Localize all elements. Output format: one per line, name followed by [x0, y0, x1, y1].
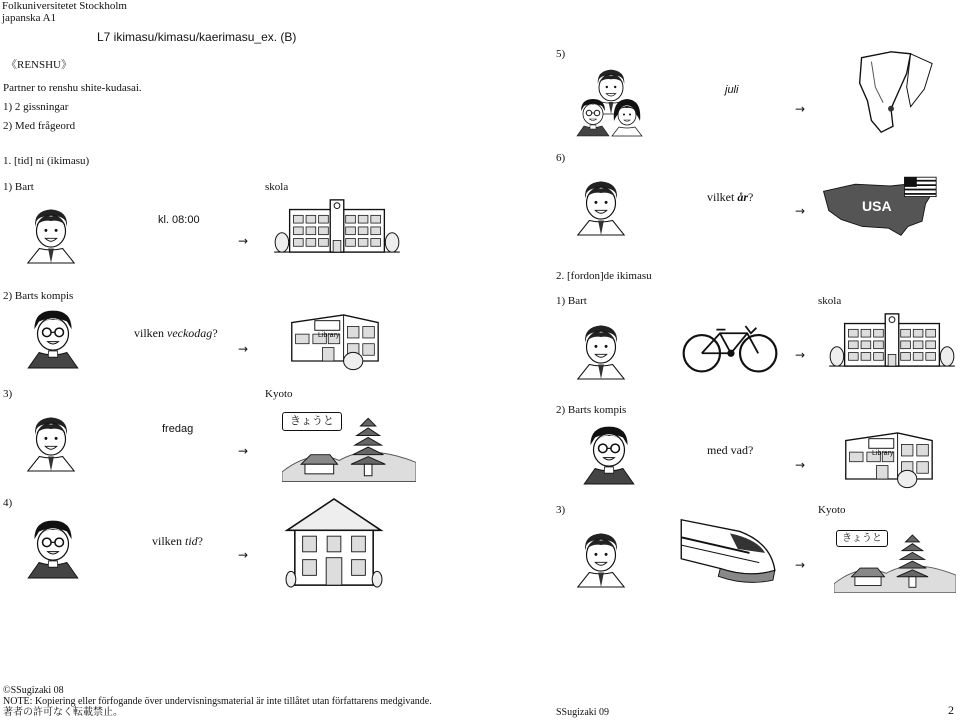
mode-1: 1) 2 gissningar	[3, 101, 69, 113]
arrow-icon: →	[238, 234, 249, 248]
arrow-icon: →	[795, 558, 806, 572]
bicycle-icon	[680, 318, 780, 374]
p2-q3-number: 3)	[556, 504, 566, 516]
page-credit: SSugizaki 09	[556, 707, 610, 718]
p2-q2-question: med vad?	[707, 443, 754, 457]
school-name: Folkuniversitetet Stockholm	[2, 0, 127, 12]
kyoto-sign: きょうと	[282, 412, 342, 431]
kompis-figure	[22, 512, 84, 582]
shinkansen-icon	[680, 510, 780, 588]
usa-label: USA	[862, 198, 892, 214]
instruction-text: Partner to renshu shite-kudasai.	[3, 82, 142, 94]
p1-q3-destination: Kyoto	[265, 388, 293, 400]
p1-q6-question	[707, 191, 753, 204]
question-mark: ?	[748, 190, 754, 204]
p1-q5-month: juli	[725, 84, 739, 96]
kompis-figure	[22, 302, 84, 372]
p2-q3-destination: Kyoto	[818, 504, 846, 516]
arrow-icon: →	[238, 342, 249, 356]
arrow-icon: →	[795, 204, 806, 218]
p2-q1-destination: skola	[818, 295, 842, 307]
library-sign: Library	[318, 332, 340, 339]
question-word: vilken	[152, 534, 185, 548]
lesson-title: L7 ikimasu/kimasu/kaerimasu_ex. (B)	[97, 30, 297, 44]
question-emphasis: år	[737, 190, 748, 204]
arrow-icon: →	[238, 548, 249, 562]
question-word: vilken	[134, 326, 167, 340]
arrow-icon: →	[795, 458, 806, 472]
course-name: japanska A1	[2, 12, 57, 24]
p1-q2-question	[134, 327, 218, 340]
p1-q4-number: 4)	[3, 497, 13, 509]
bart-figure	[22, 404, 80, 480]
question-mark: ?	[197, 534, 203, 548]
p1-q5-number: 5)	[556, 48, 566, 60]
school-icon	[828, 310, 956, 368]
bart-figure	[572, 312, 630, 388]
girl-icon	[607, 92, 647, 140]
p2-q2-number: 2) Barts kompis	[556, 404, 627, 416]
school-icon	[274, 196, 400, 254]
bart-figure	[572, 168, 630, 244]
p1-q4-question	[152, 535, 203, 548]
kyoto-scene-icon	[834, 530, 956, 594]
arrow-icon: →	[795, 348, 806, 362]
p1-q2-number: 2) Barts kompis	[3, 290, 74, 302]
kompis-figure	[578, 418, 640, 488]
p1-q6-number: 6)	[556, 152, 566, 164]
question-emphasis: tid	[185, 534, 198, 548]
arrow-icon: →	[795, 102, 806, 116]
bart-figure	[22, 196, 80, 272]
house-icon	[284, 497, 384, 591]
bart-figure	[572, 520, 630, 596]
sweden-map-icon	[842, 46, 940, 138]
page-number: 2	[948, 703, 954, 717]
p1-q1-number: 1) Bart	[3, 181, 34, 193]
p1-q3-number: 3)	[3, 388, 13, 400]
section-label: 《RENSHU》	[6, 59, 73, 71]
part2-heading: 2. [fordon]de ikimasu	[556, 270, 652, 282]
p2-q1-number: 1) Bart	[556, 295, 587, 307]
arrow-icon: →	[238, 444, 249, 458]
footer-note: NOTE: Kopiering eller förfogande över undervisningsmaterial är inte tillåtet utan författarens medgivande.	[3, 696, 432, 707]
question-emphasis: veckodag	[167, 326, 213, 340]
p1-q1-time: kl. 08:00	[158, 214, 200, 226]
footer-copyright: ©SSugizaki 08	[3, 685, 64, 696]
mode-2: 2) Med frågeord	[3, 120, 76, 132]
part1-heading: 1. [tid] ni (ikimasu)	[3, 155, 90, 167]
p1-q3-day: fredag	[162, 423, 194, 435]
question-mark: ?	[212, 326, 218, 340]
question-word: vilket	[707, 190, 738, 204]
p1-q1-destination: skola	[265, 181, 289, 193]
library-sign: Library	[872, 450, 894, 457]
footer-note-jp: 著者の許可なく転載禁止。	[3, 707, 123, 718]
kyoto-sign: きょうと	[836, 530, 888, 547]
kyoto-scene-icon	[282, 414, 416, 482]
